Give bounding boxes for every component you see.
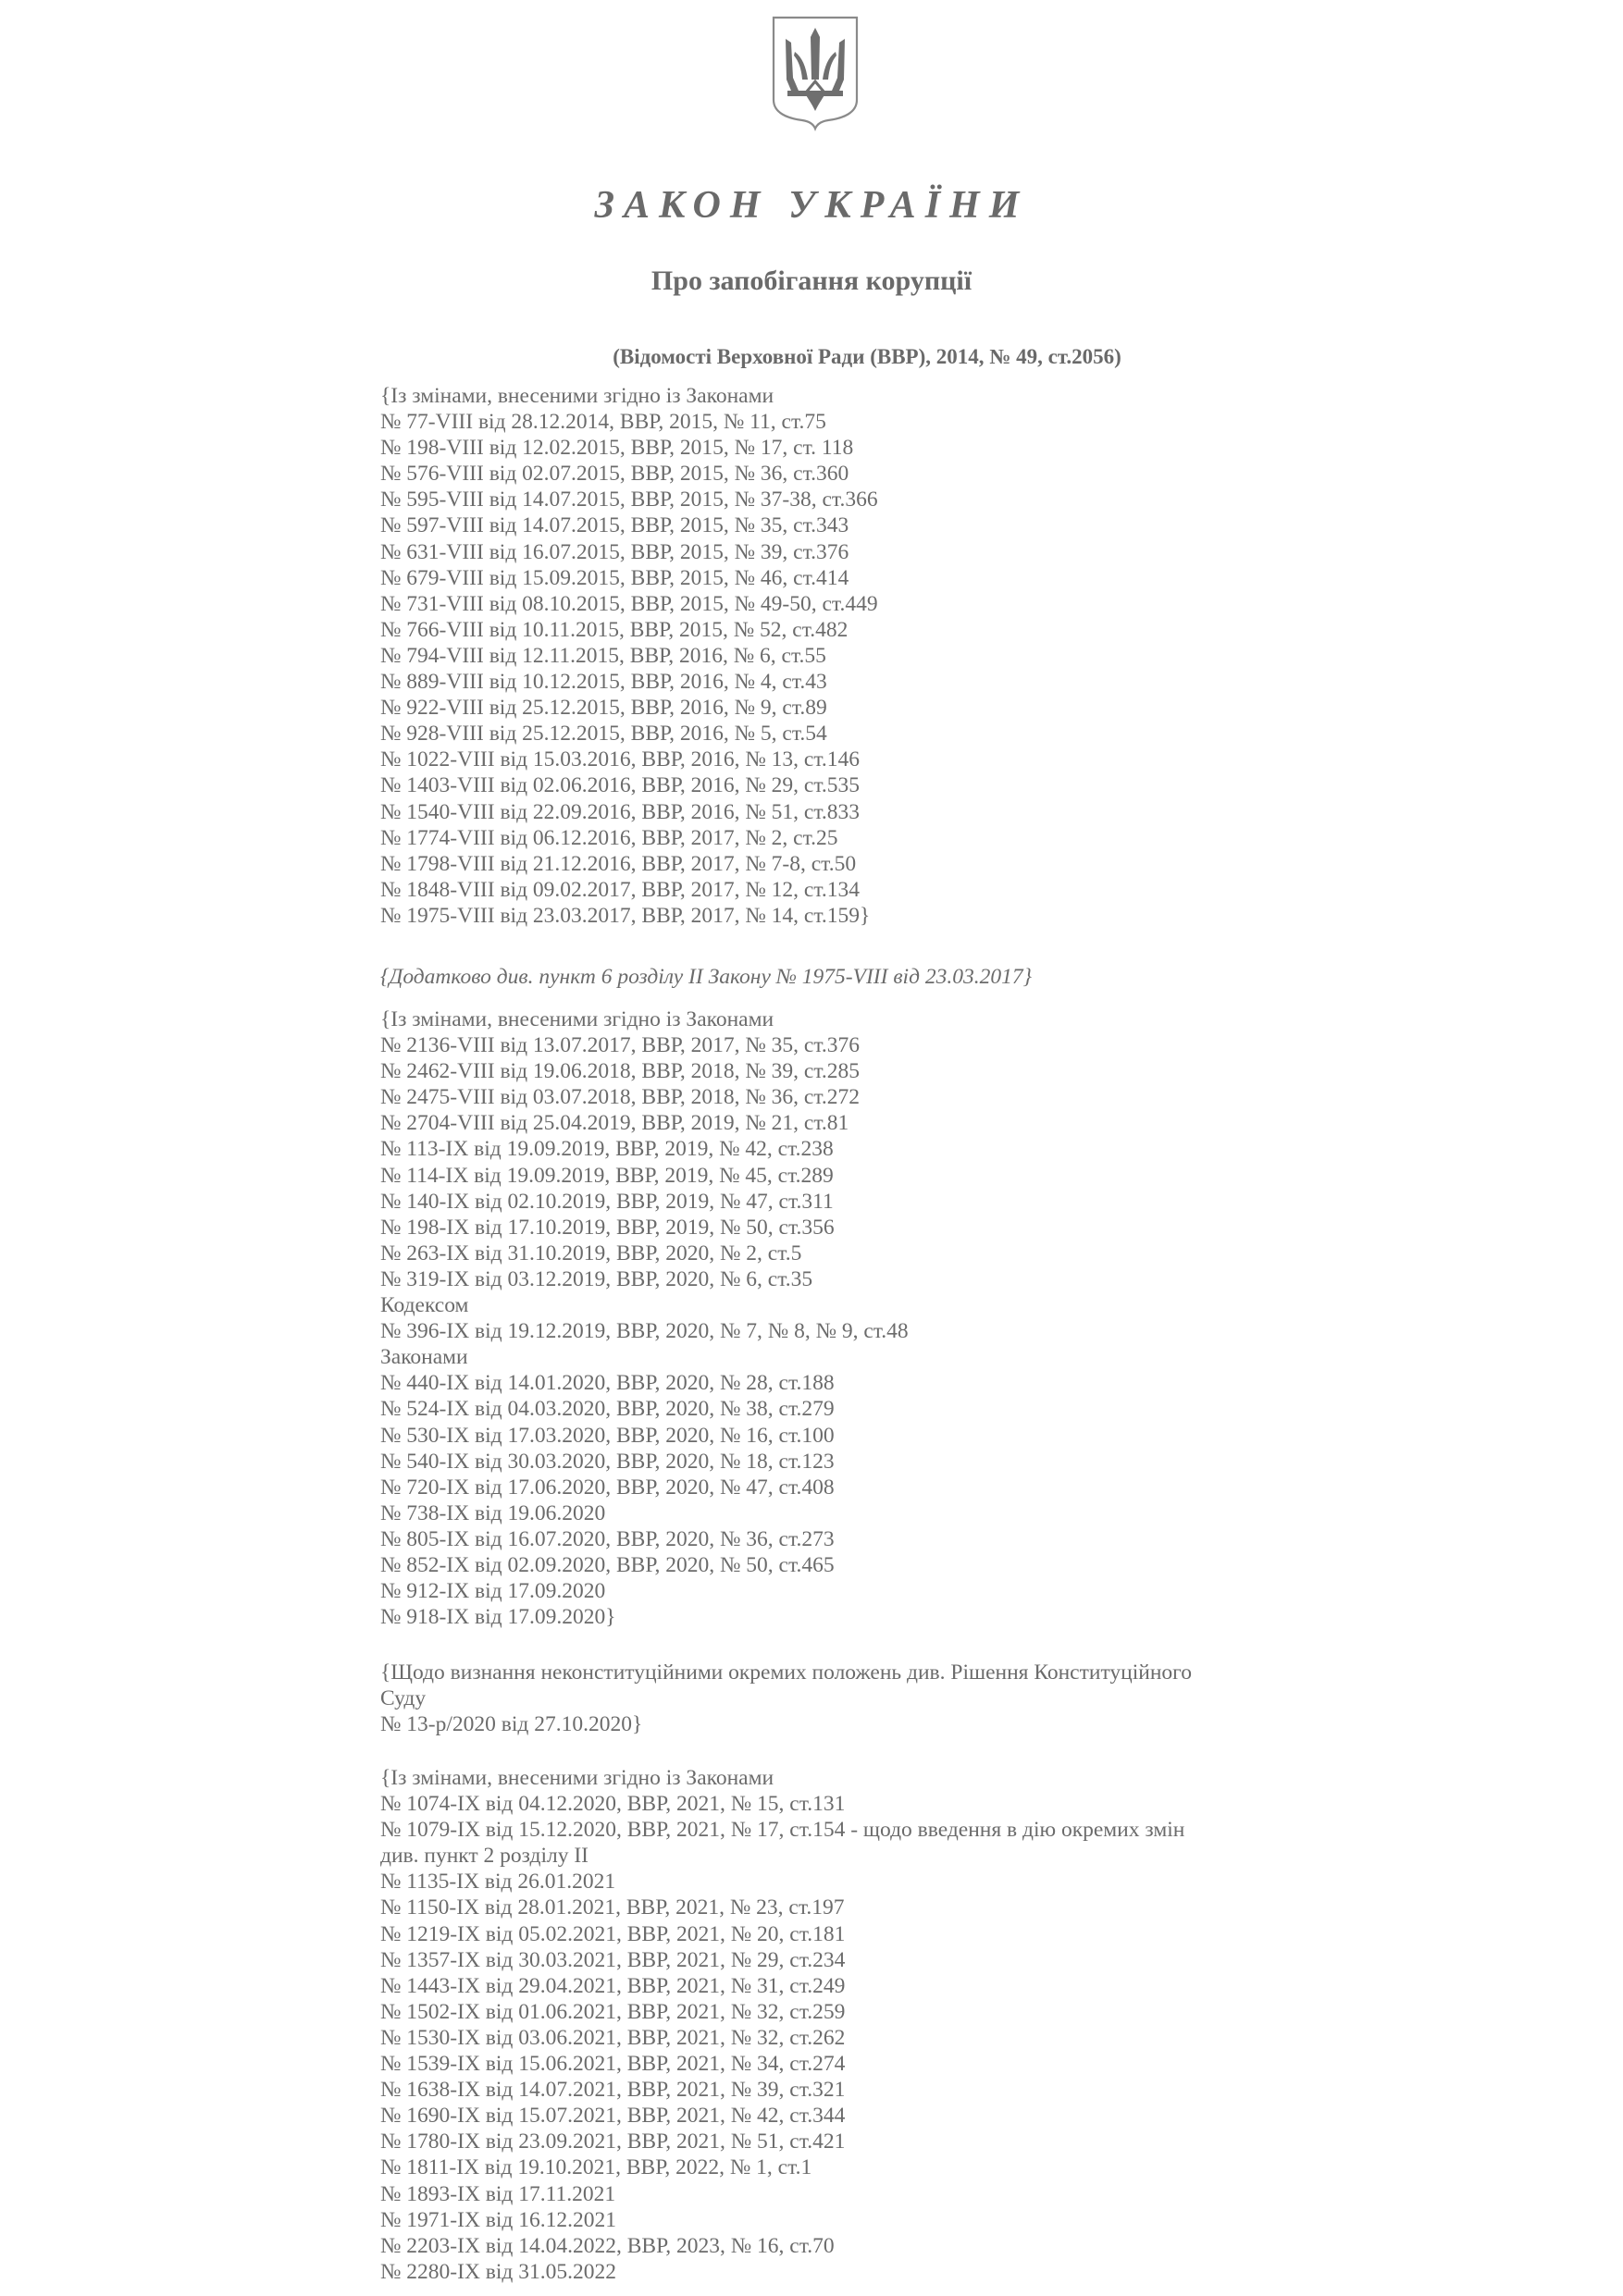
amendment-line: № 113-IX від 19.09.2019, ВВР, 2019, № 42, ст.238 [380, 1137, 834, 1162]
amendment-line: № 576-VIII від 02.07.2015, ВВР, 2015, № 36, ст.360 [380, 462, 849, 487]
amendment-line: № 1074-IX від 04.12.2020, ВВР, 2021, № 15, ст.131 [380, 1792, 846, 1817]
amendment-line: № 13-р/2020 від 27.10.2020} [380, 1712, 643, 1737]
amendment-line: № 738-IX від 19.06.2020 [380, 1500, 606, 1525]
amendment-line: № 530-IX від 17.03.2020, ВВР, 2020, № 16, ст.100 [380, 1423, 835, 1448]
amendment-line: {Із змінами, внесеними згідно із Законами [380, 384, 774, 408]
amendment-line: № 852-IX від 02.09.2020, ВВР, 2020, № 50, ст.465 [380, 1552, 835, 1577]
amendment-line: № 805-IX від 16.07.2020, ВВР, 2020, № 36, ст.273 [380, 1526, 835, 1551]
amendment-line: № 1893-IX від 17.11.2021 [380, 2181, 616, 2206]
amendment-line: № 1780-IX від 23.09.2021, ВВР, 2021, № 51, ст.421 [380, 2129, 846, 2154]
amendment-line: № 1219-IX від 05.02.2021, ВВР, 2021, № 20, ст.181 [380, 1921, 846, 1946]
amendment-line: № 922-VIII від 25.12.2015, ВВР, 2016, № 9, ст.89 [380, 696, 827, 721]
amendment-line: № 1079-IX від 15.12.2020, ВВР, 2021, № 17, ст.154 - щодо введення в дію окремих змін [380, 1818, 1185, 1843]
amendment-line: № 889-VIII від 10.12.2015, ВВР, 2016, № 4, ст.43 [380, 670, 827, 695]
amendment-line: № 1403-VIII від 02.06.2016, ВВР, 2016, № 29, ст.535 [380, 773, 860, 798]
amendment-line: № 1022-VIII від 15.03.2016, ВВР, 2016, № 13, ст.146 [380, 747, 860, 772]
amendment-line: № 440-IX від 14.01.2020, ВВР, 2020, № 28, ст.188 [380, 1371, 835, 1396]
amendment-line: № 720-IX від 17.06.2020, ВВР, 2020, № 47, ст.408 [380, 1475, 835, 1500]
amendment-line: № 918-IX від 17.09.2020} [380, 1605, 616, 1630]
amendment-line: № 597-VIII від 14.07.2015, ВВР, 2015, № 35, ст.343 [380, 513, 849, 538]
amendment-line: № 1530-IX від 03.06.2021, ВВР, 2021, № 32, ст.262 [380, 2025, 846, 2050]
amendment-line: {Щодо визнання неконституційними окремих положень див. Рішення Конституційного [380, 1660, 1192, 1685]
law-title: ЗАКОН УКРАЇНИ [594, 184, 1029, 227]
amendments-list-2 [380, 1006, 909, 1630]
amendment-line: № 1150-IX від 28.01.2021, ВВР, 2021, № 23, ст.197 [380, 1895, 845, 1920]
amendment-line: № 595-VIII від 14.07.2015, ВВР, 2015, № 37-38, ст.366 [380, 488, 878, 512]
amendments-list-3 [380, 1765, 1184, 2285]
amendments-list-1 [380, 383, 878, 929]
amendment-line: № 928-VIII від 25.12.2015, ВВР, 2016, № 5, ст.54 [380, 722, 827, 747]
additional-note: {Додатково див. пункт 6 розділу II Закону № 1975-VIII від 23.03.2017} [380, 965, 1032, 989]
amendment-line: Законами [380, 1345, 468, 1370]
amendment-line: № 631-VIII від 16.07.2015, ВВР, 2015, № 39, ст.376 [380, 539, 849, 564]
amendment-line: № 2203-IX від 14.04.2022, ВВР, 2023, № 16, ст.70 [380, 2233, 835, 2258]
amendment-line: № 524-IX від 04.03.2020, ВВР, 2020, № 38, ст.279 [380, 1397, 835, 1422]
amendment-line: № 396-IX від 19.12.2019, ВВР, 2020, № 7, № 8, № 9, ст.48 [380, 1319, 909, 1344]
amendment-line: № 1638-IX від 14.07.2021, ВВР, 2021, № 39, ст.321 [380, 2078, 846, 2103]
amendment-line: № 1502-IX від 01.06.2021, ВВР, 2021, № 32, ст.259 [380, 1999, 846, 2024]
amendment-line: № 540-IX від 30.03.2020, ВВР, 2020, № 18, ст.123 [380, 1449, 835, 1474]
amendment-line: Суду [380, 1686, 427, 1711]
amendment-line: {Із змінами, внесеними згідно із Законами [380, 1766, 774, 1790]
amendment-line: № 319-IX від 03.12.2019, ВВР, 2020, № 6, ст.35 [380, 1266, 813, 1291]
amendment-line: № 198-VIII від 12.02.2015, ВВР, 2015, № 17, ст. 118 [380, 436, 854, 461]
amendment-line: № 679-VIII від 15.09.2015, ВВР, 2015, № 46, ст.414 [380, 565, 849, 590]
amendment-line: № 1135-IX від 26.01.2021 [380, 1870, 616, 1895]
publication-reference: (Відомості Верховної Ради (ВВР), 2014, № 49, ст.2056) [613, 345, 1121, 368]
amendment-line: № 198-IX від 17.10.2019, ВВР, 2019, № 50, ст.356 [380, 1215, 835, 1240]
trident-coat-of-arms-icon [771, 15, 860, 131]
amendment-line: № 731-VIII від 08.10.2015, ВВР, 2015, № 49-50, ст.449 [380, 591, 878, 616]
amendment-line: № 77-VIII від 28.12.2014, ВВР, 2015, № 11, ст.75 [380, 410, 826, 435]
amendment-line: {Із змінами, внесеними згідно із Законами [380, 1007, 774, 1031]
amendment-line: № 2704-VIII від 25.04.2019, ВВР, 2019, № 21, ст.81 [380, 1111, 849, 1136]
amendment-line: № 794-VIII від 12.11.2015, ВВР, 2016, № 6, ст.55 [380, 643, 826, 668]
amendment-line: № 1848-VIII від 09.02.2017, ВВР, 2017, № 12, ст.134 [380, 877, 860, 902]
amendment-line: № 263-IX від 31.10.2019, ВВР, 2020, № 2, ст.5 [380, 1241, 802, 1265]
amendment-line: № 2475-VIII від 03.07.2018, ВВР, 2018, № 36, ст.272 [380, 1085, 860, 1110]
amendment-line: № 912-IX від 17.09.2020 [380, 1579, 606, 1604]
amendment-line: див. пункт 2 розділу II [380, 1844, 589, 1869]
amendment-line: № 140-IX від 02.10.2019, ВВР, 2019, № 47, ст.311 [380, 1189, 834, 1214]
amendment-line: № 1774-VIII від 06.12.2016, ВВР, 2017, № 2, ст.25 [380, 825, 838, 850]
amendment-line: № 2136-VIII від 13.07.2017, ВВР, 2017, № 35, ст.376 [380, 1033, 860, 1058]
amendment-line: Кодексом [380, 1293, 469, 1318]
amendment-line: № 1975-VIII від 23.03.2017, ВВР, 2017, № 14, ст.159} [380, 903, 871, 928]
amendment-line: № 114-IX від 19.09.2019, ВВР, 2019, № 45, ст.289 [380, 1163, 834, 1188]
amendment-line: № 1540-VIII від 22.09.2016, ВВР, 2016, № 51, ст.833 [380, 799, 860, 824]
amendment-line: № 2462-VIII від 19.06.2018, ВВР, 2018, № 39, ст.285 [380, 1059, 860, 1084]
amendment-line: № 1539-IX від 15.06.2021, ВВР, 2021, № 34, ст.274 [380, 2052, 846, 2077]
amendment-line: № 766-VIII від 10.11.2015, ВВР, 2015, № 52, ст.482 [380, 617, 849, 642]
law-subtitle: Про запобігання корупції [650, 265, 973, 296]
amendment-line: № 1357-IX від 30.03.2021, ВВР, 2021, № 29, ст.234 [380, 1947, 846, 1972]
amendment-line: № 1443-IX від 29.04.2021, ВВР, 2021, № 31, ст.249 [380, 1973, 846, 1998]
constitutional-court-note [380, 1660, 1192, 1737]
amendment-line: № 1971-IX від 16.12.2021 [380, 2207, 617, 2232]
amendment-line: № 1811-IX від 19.10.2021, ВВР, 2022, № 1, ст.1 [380, 2155, 812, 2180]
amendment-line: № 1690-IX від 15.07.2021, ВВР, 2021, № 42, ст.344 [380, 2104, 846, 2129]
amendment-line: № 1798-VIII від 21.12.2016, ВВР, 2017, № 7-8, ст.50 [380, 851, 857, 876]
amendment-line: № 2280-IX від 31.05.2022 [380, 2259, 617, 2284]
